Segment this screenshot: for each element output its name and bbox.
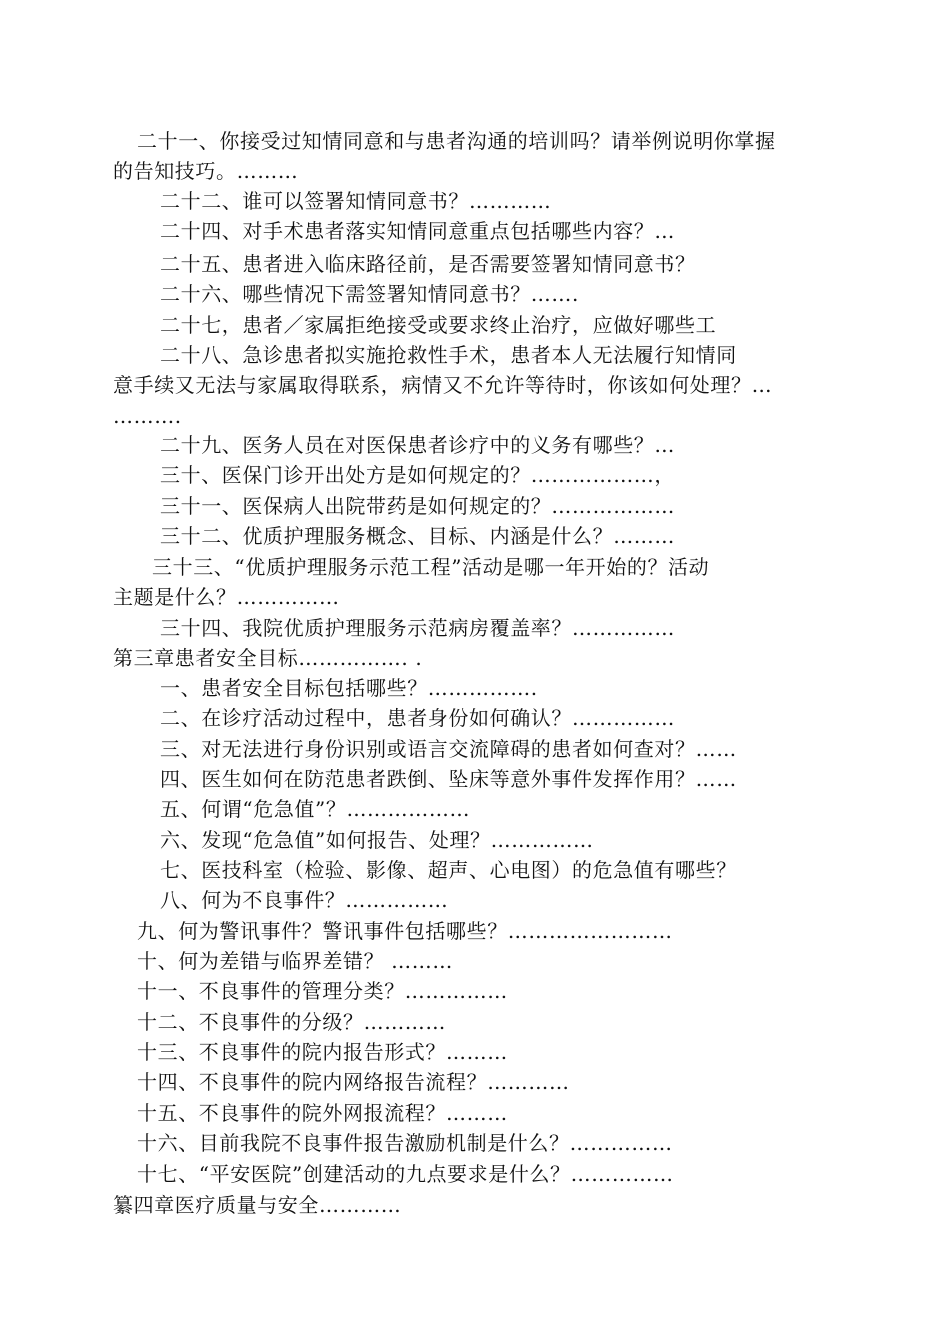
text-line: 十三、不良事件的院内报告形式？………	[137, 1040, 508, 1064]
text-line: 二十七，患者／家属拒绝接受或要求终止治疗，应做好哪些工	[160, 313, 717, 337]
text-line: 二十八、急诊患者拟实施抢救性手术，患者本人无法履行知情同	[160, 343, 737, 367]
text-line: 二十四、对手术患者落实知情同意重点包括哪些内容？…	[160, 219, 675, 243]
text-line: 十二、不良事件的分级？…………	[137, 1010, 446, 1034]
text-line: 三十二、优质护理服务概念、目标、内涵是什么？………	[160, 524, 675, 548]
chapter-heading: 纂四章医疗质量与安全…………	[113, 1193, 402, 1217]
text-line: 三十三、“优质护理服务示范工程”活动是哪一年开始的？活动	[152, 555, 710, 579]
text-line: 八、何为不良事件？……………	[160, 888, 449, 912]
text-line: 三、对无法进行身份识别或语言交流障碍的患者如何查对？……	[160, 737, 737, 761]
text-line: 十五、不良事件的院外网报流程？………	[137, 1101, 508, 1125]
text-line: 十一、不良事件的管理分类？……………	[137, 979, 508, 1003]
text-line: 四、医生如何在防范患者跌倒、坠床等意外事件发挥作用？……	[160, 767, 737, 791]
text-line: 二十五、患者进入临床路径前，是否需要签署知情同意书？	[160, 252, 696, 276]
text-line: 的告知技巧。………	[113, 159, 299, 183]
text-line: 十七、“平安医院”创建活动的九点要求是什么？……………	[137, 1162, 674, 1186]
chapter-heading: 第三章患者安全目标……………. .	[113, 646, 423, 670]
text-line: 主题是什么？……………	[113, 585, 340, 609]
text-line: 意手续又无法与家属取得联系，病情又不允许等待时，你该如何处理？…	[113, 373, 773, 397]
text-line: 二十二、谁可以签署知情同意书？…………	[160, 189, 552, 213]
text-line: 一、患者安全目标包括哪些？…………….	[160, 676, 538, 700]
text-line: 三十四、我院优质护理服务示范病房覆盖率？……………	[160, 616, 675, 640]
text-line: 二十一、你接受过知情同意和与患者沟通的培训吗？请举例说明你掌握	[137, 129, 776, 153]
text-line: 二、在诊疗活动过程中，患者身份如何确认？……………	[160, 706, 675, 730]
text-line: 六、发现“危急值”如何报告、处理？……………	[160, 828, 594, 852]
text-line: ……….	[113, 404, 182, 428]
text-line: 三十一、医保病人出院带药是如何规定的？………………	[160, 494, 675, 518]
text-line: 七、医技科室（检验、影像、超声、心电图）的危急值有哪些？	[160, 858, 737, 882]
text-line: 三十、医保门诊开出处方是如何规定的？………………，	[160, 463, 675, 487]
text-line: 十六、目前我院不良事件报告激励机制是什么？……………	[137, 1131, 673, 1155]
text-line: 二十六、哪些情况下需签署知情同意书？…….	[160, 282, 579, 306]
text-line: 五、何谓“危急值”？………………	[160, 797, 471, 821]
text-line: 九、何为警讯事件？警讯事件包括哪些？……………………	[137, 919, 673, 943]
text-line: 十、何为差错与临界差错？ ………	[137, 949, 453, 973]
text-line: 十四、不良事件的院内网络报告流程？…………	[137, 1070, 570, 1094]
text-line: 二十九、医务人员在对医保患者诊疗中的义务有哪些？…	[160, 433, 675, 457]
